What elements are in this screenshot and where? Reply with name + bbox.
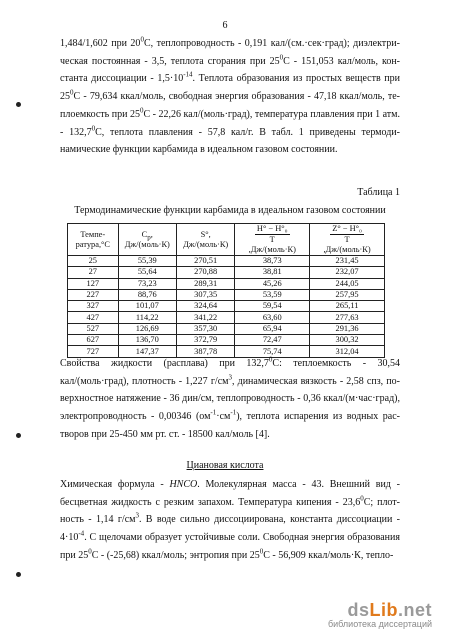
table-cell: 53,59 xyxy=(235,289,310,300)
table-cell: 341,22 xyxy=(176,312,234,323)
table-row xyxy=(68,335,385,346)
header-cp: $C_p$, Дж/(моль·К) xyxy=(118,224,176,256)
table-cell: 387,78 xyxy=(176,346,234,357)
table-cell: 38,73 xyxy=(235,256,310,267)
table-row xyxy=(68,256,385,267)
table-caption: Таблица 1 xyxy=(357,187,400,198)
section-title: Циановая кислота xyxy=(186,460,264,471)
table-cell: 244,05 xyxy=(310,278,385,289)
table-cell: 63,60 xyxy=(235,312,310,323)
table-cell: 65,94 xyxy=(235,323,310,334)
table-cell: 27 xyxy=(68,267,119,278)
table-row xyxy=(68,267,385,278)
header-entropy: S°, Дж/(моль·К) xyxy=(176,224,234,256)
table-row xyxy=(68,312,385,323)
table-cell: 324,64 xyxy=(176,301,234,312)
table-cell: 327 xyxy=(68,301,119,312)
table-cell: 227 xyxy=(68,289,119,300)
table-cell: 147,37 xyxy=(118,346,176,357)
bullet-marker xyxy=(16,572,21,577)
table-cell: 372,79 xyxy=(176,335,234,346)
table-cell: 127 xyxy=(68,278,119,289)
paragraph-liquid-properties: Свойства жидкости (расплава) при 132,7$^0$С: теплоемкость - 30,54 кал/(моль·град), плотность - 1,227 $г/см^3$, динамическая вязкость - 2,58 спз, по- верхностное натяжение - 36 дин/см, теплопроводность - 0,36 ккал/(м·час·град), электропроводность - 0,00346 $(ом^{-1}\cdot см^{-1})$, теплота испарения из водных рас- творов при 25-450 мм рт. ст. - 18500 кал/моль [4]. xyxy=(60,355,400,440)
table-cell: 527 xyxy=(68,323,119,334)
table-cell: 38,81 xyxy=(235,267,310,278)
table-cell: 357,30 xyxy=(176,323,234,334)
table-cell: 300,32 xyxy=(310,335,385,346)
table-cell: 232,07 xyxy=(310,267,385,278)
table-cell: 231,45 xyxy=(310,256,385,267)
table-cell: 727 xyxy=(68,346,119,357)
watermark-logo: dsLib.net библиотека диссертаций xyxy=(327,600,432,629)
table-cell: 307,35 xyxy=(176,289,234,300)
table-cell: 59,54 xyxy=(235,301,310,312)
table-header-row xyxy=(68,224,385,256)
table-cell: 55,39 xyxy=(118,256,176,267)
thermo-table xyxy=(67,223,385,358)
table-row xyxy=(68,278,385,289)
table-cell: 277,63 xyxy=(310,312,385,323)
table-cell: 427 xyxy=(68,312,119,323)
table-cell: 45,26 xyxy=(235,278,310,289)
table-cell: 270,88 xyxy=(176,267,234,278)
table-title: Термодинамические функции карбамида в идеальном газовом состоянии xyxy=(74,205,386,216)
table-row xyxy=(68,289,385,300)
table-cell: 291,36 xyxy=(310,323,385,334)
table-cell: 73,23 xyxy=(118,278,176,289)
table-cell: 257,95 xyxy=(310,289,385,300)
header-temperature: Темпе- ратура,°С xyxy=(68,224,119,256)
paragraph-properties: 1,484/1,602 при $20^0С$, теплопроводность - 0,191 кал/(см.·сек·град); диэлектри- ческая постоянная - 3,5, теплота сгорания при $25^0С - 151,053$ кал/моль, кон- станта диссоциации - $1,5\cdot 10^{-14}$. Теплота образования из простых веществ при $25^0С - 79,634$ ккал/моль, свободная энергия образования - 47,18 ккал/моль, те- плоемкость при $25^0С - 22,26$ кал/(моль·град), температура плавления при 1 атм. - 132,7$^0$С, теплота плавления - 57,8 кал/г. В табл. 1 приведены термоди- намические функции карбамида в идеальном газовом состоянии. xyxy=(60,35,401,156)
table-cell: 55,64 xyxy=(118,267,176,278)
table-row xyxy=(68,323,385,334)
header-gibbs-function: $\frac{\text{Z° − H°₀}}{T}$ ,Дж/(моль·К) xyxy=(310,224,385,256)
table-cell: 72,47 xyxy=(235,335,310,346)
table-row xyxy=(68,301,385,312)
table-cell: 136,70 xyxy=(118,335,176,346)
table-cell: 270,51 xyxy=(176,256,234,267)
table-cell: 265,11 xyxy=(310,301,385,312)
page-number: 6 xyxy=(222,20,228,31)
table-cell: 289,31 xyxy=(176,278,234,289)
table-cell: 312,04 xyxy=(310,346,385,357)
table-cell: 627 xyxy=(68,335,119,346)
table-cell: 126,69 xyxy=(118,323,176,334)
header-enthalpy-function: $\frac{\text{H° − H°₀}}{T}$ ,Дж/(моль·К) xyxy=(235,224,310,256)
table-cell: 114,22 xyxy=(118,312,176,323)
table-cell: 25 xyxy=(68,256,119,267)
table-cell: 101,07 xyxy=(118,301,176,312)
table-cell: 75,74 xyxy=(235,346,310,357)
paragraph-cyanic-acid: Химическая формула - HNCO. Молекулярная масса - 43. Внешний вид - бесцветная жидкость с резким запахом. Температура кипения - 23,6$^0$С; плот- ность - 1,14 $г/см^3$. В воде сильно диссоциирована, константа диссоциации - $4\cdot 10^{-4}$. С щелочами образует устойчивые соли. Свободная энергия образования при $25^0С - (-25,68)$ ккал/моль; энтропия при $25^0С - 56,909$ ккал/моль·К, тепло- xyxy=(60,479,401,561)
table-cell: 88,76 xyxy=(118,289,176,300)
bullet-marker xyxy=(16,102,21,107)
bullet-marker xyxy=(16,433,21,438)
